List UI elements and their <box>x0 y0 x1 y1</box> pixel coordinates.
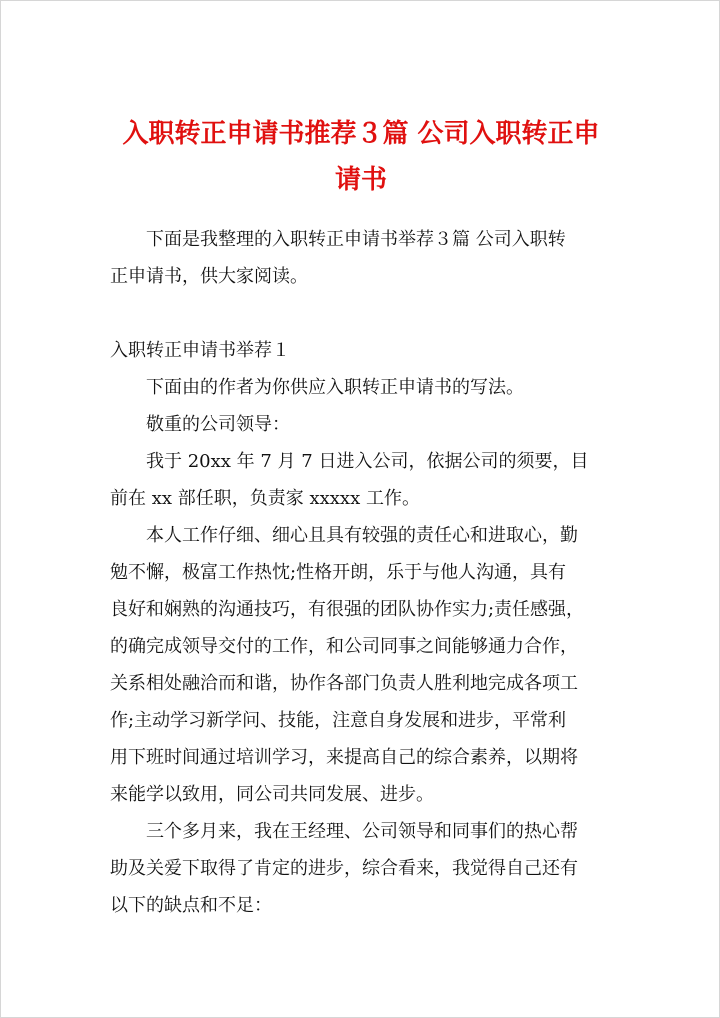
body-line-2: 敬重的公司领导： <box>146 414 290 435</box>
paragraph-spacer <box>110 295 620 332</box>
body-line-6: 勉不懈，极富工作热忱;性格开朗，乐于与他人沟通，具有 <box>110 562 567 583</box>
title-line-2: 请书 <box>334 165 387 195</box>
title-line-1: 入职转正申请书推荐３篇 公司入职转正申 <box>122 119 600 149</box>
body-line-1: 下面由的作者为你供应入职转正申请书的写法。 <box>146 377 524 398</box>
body-line-14: 助及关爱下取得了肯定的进步，综合看来，我觉得自己还有 <box>110 858 578 879</box>
body-line-10: 作;主动学习新学问、技能，注意自身发展和进步，平常利 <box>110 710 567 731</box>
body-line-15: 以下的缺点和不足： <box>110 895 272 916</box>
body-line-4: 前在 xx 部任职，负责家 xxxxx 工作。 <box>110 488 420 509</box>
body-line-11: 用下班时间通过培训学习，来提高自己的综合素养，以期将 <box>110 747 578 768</box>
body-line-5: 本人工作仔细、细心且具有较强的责任心和进取心，勤 <box>146 525 578 546</box>
intro-line-2: 正申请书，供大家阅读。 <box>110 266 308 287</box>
document-body <box>110 221 620 924</box>
body-line-8: 的确完成领导交付的工作，和公司同事之间能够通力合作， <box>110 636 578 657</box>
body-line-3: 我于 20xx 年 7 月 7 日进入公司，依据公司的须要，目 <box>146 451 589 472</box>
body-line-7: 良好和娴熟的沟通技巧，有很强的团队协作实力;责任感强， <box>110 599 585 620</box>
document-title <box>91 111 631 203</box>
section-heading: 入职转正申请书举荐１ <box>110 340 290 361</box>
intro-line-1: 下面是我整理的入职转正申请书举荐３篇 公司入职转 <box>146 229 566 250</box>
body-line-9: 关系相处融洽而和谐，协作各部门负责人胜利地完成各项工 <box>110 673 578 694</box>
body-line-13: 三个多月来，我在王经理、公司领导和同事们的热心帮 <box>146 821 578 842</box>
body-line-12: 来能学以致用，同公司共同发展、进步。 <box>110 784 434 805</box>
